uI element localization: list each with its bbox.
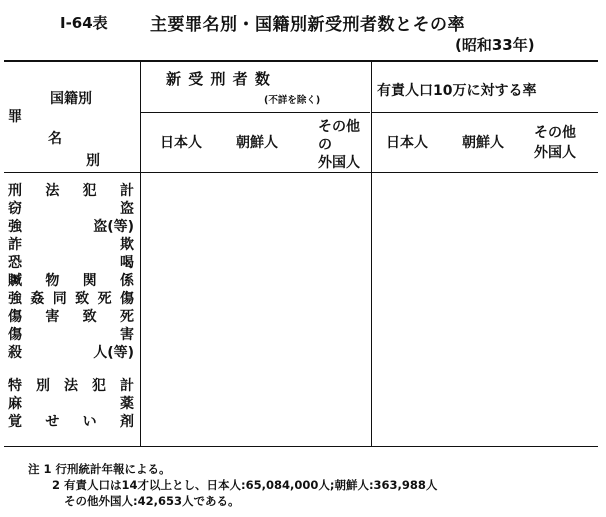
col-other-line1: その他 [318, 119, 360, 135]
table-year: (昭和33年) [455, 36, 535, 54]
header-bottom-rule [4, 172, 598, 173]
group2-sub-rule [371, 112, 598, 113]
row-label: 恐 喝 [8, 255, 134, 271]
row-label: 傷 害 致 死 [8, 309, 134, 325]
col-other-line3: 外国人 [318, 155, 360, 171]
corner-left-label-2: 名 [48, 131, 62, 147]
col-rate-japanese: 日本人 [386, 135, 428, 151]
note-3: その他外国人:42,653人である。 [64, 494, 240, 508]
col-japanese: 日本人 [160, 135, 202, 151]
col-other-line2: の [318, 137, 332, 153]
row-label: 殺 人(等) [8, 345, 134, 361]
corner-left-label-3: 別 [86, 153, 100, 169]
row-label: 窃 盗 [8, 201, 134, 217]
notes [28, 461, 437, 509]
row-label: 特 別 法 犯 計 [8, 378, 134, 394]
row-label: 強 盗(等) [8, 219, 134, 235]
row-label: 覚 せ い 剤 [8, 414, 134, 430]
row-label: 傷 害 [8, 327, 134, 343]
group-divider [371, 60, 372, 446]
row-label: 麻 薬 [8, 396, 134, 412]
col-rate-other-line1: その他 [534, 125, 576, 141]
group1-subtitle: (不詳を除く) [264, 95, 321, 106]
corner-left-label-1: 罪 [8, 109, 22, 125]
table-title: 主要罪名別・国籍別新受刑者数とその率 [150, 15, 465, 35]
group1-title: 新 受 刑 者 数 [166, 70, 271, 88]
row-label: 贓 物 関 係 [8, 273, 134, 289]
group1-sub-rule [140, 112, 370, 113]
note-1: 注 1 行刑統計年報による。 [28, 462, 171, 476]
note-2: 2 有責人口は14才以上とし、日本人:65,084,000人;朝鮮人:363,988人 [52, 478, 438, 492]
row-label: 詐 欺 [8, 237, 134, 253]
table-number: Ⅰ-64表 [60, 14, 108, 32]
corner-top-label: 国籍別 [50, 91, 92, 107]
row-label: 刑 法 犯 計 [8, 183, 134, 199]
col-rate-other-line2: 外国人 [534, 145, 576, 161]
top-rule [4, 60, 598, 62]
stub-divider [140, 60, 141, 446]
col-rate-korean: 朝鮮人 [462, 135, 504, 151]
row-label: 強 姦 同 致 死 傷 [8, 291, 134, 307]
group2-title: 有責人口10万に対する率 [377, 83, 537, 99]
table-bottom-rule [4, 446, 598, 447]
col-korean: 朝鮮人 [236, 135, 278, 151]
